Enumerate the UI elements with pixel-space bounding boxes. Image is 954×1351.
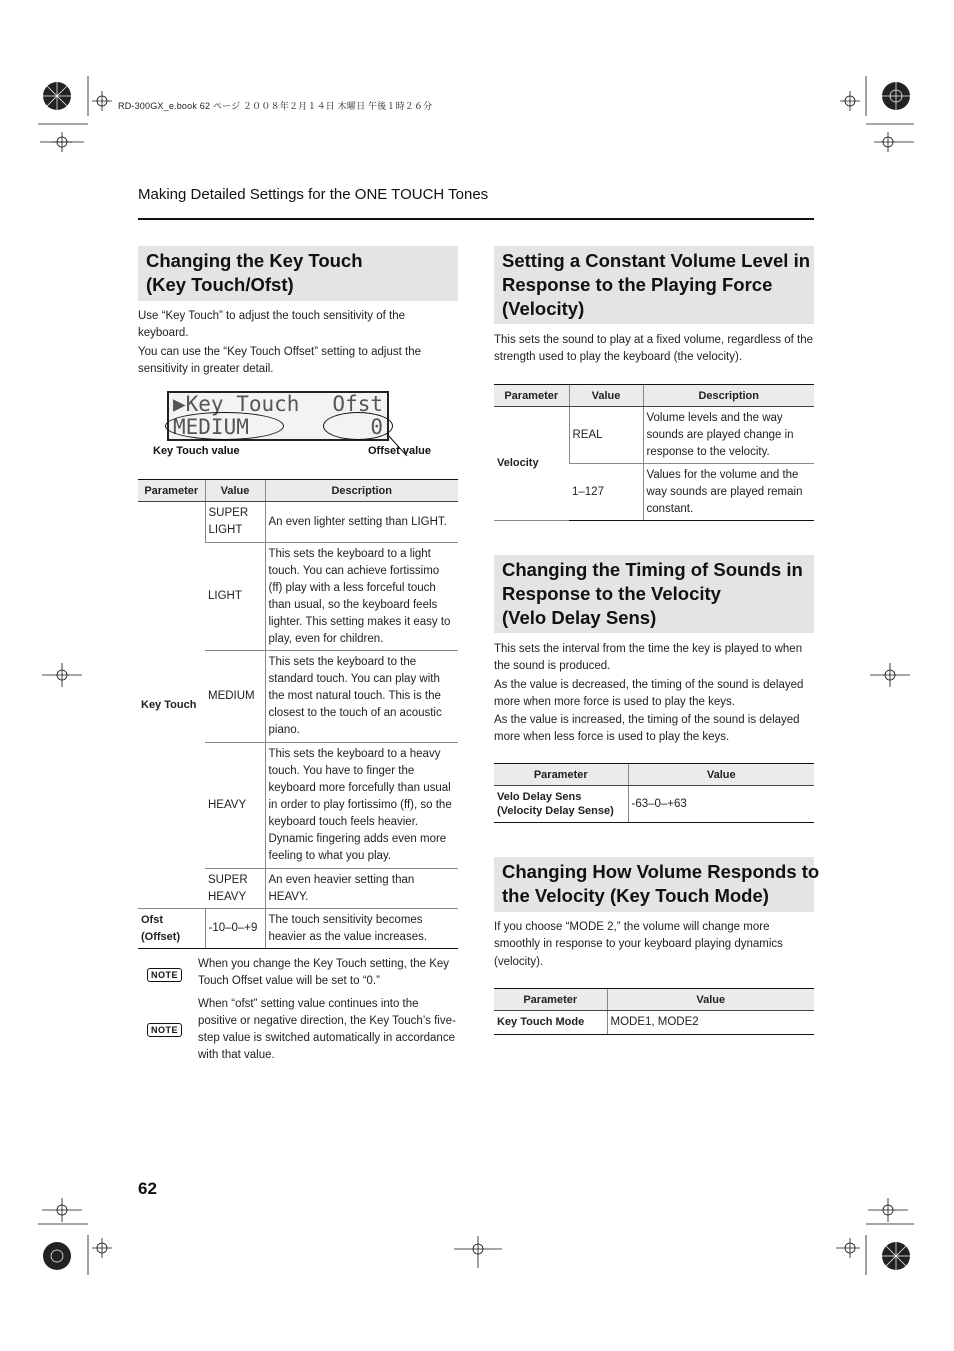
column-header: Parameter: [494, 385, 569, 407]
parameter-ofst: Ofst (Offset): [138, 909, 205, 949]
value-cell: REAL: [569, 407, 643, 464]
description-cell: An even heavier setting than HEAVY.: [265, 869, 458, 909]
description-cell: This sets the keyboard to the standard touch. You can play with the most natural touch. This is the closest to the touch of an acoustic piano.: [265, 651, 458, 743]
touch-mode-heading: Changing How Volume Responds to the Velocity (Key Touch Mode): [494, 857, 814, 912]
touch-mode-intro: If you choose “MODE 2,” the volume will change more smoothly in response to your keyboard playing dynamics (velocity).: [494, 921, 783, 968]
table-row: [494, 1011, 814, 1035]
parameter-key-touch-mode: Key Touch Mode: [494, 1011, 607, 1035]
registration-mark-right-middle: [868, 660, 912, 690]
registration-mark-top-right: [818, 66, 918, 176]
column-header: Description: [265, 480, 458, 502]
velo-delay-intro: This sets the interval from the time the key is played to when the sound is produced. As the value is decreased, the timing of the sound is delayed more when more force is used to play the keys. As the value is increased, the timing of the sound is delayed more when less force is used to play the keys.: [494, 643, 804, 744]
column-header: Value: [569, 385, 643, 407]
running-header: Making Detailed Settings for the ONE TOUCH Tones: [138, 186, 489, 203]
value-cell: 1–127: [569, 464, 643, 521]
key-touch-table: [138, 479, 458, 949]
velocity-intro: This sets the sound to play at a fixed volume, regardless of the strength used to play the keyboard (the velocity).: [494, 334, 813, 364]
parameter-velo-delay-sens: Velo Delay Sens (Velocity Delay Sense): [494, 786, 628, 823]
value-cell: SUPER HEAVY: [205, 869, 265, 909]
description-cell: This sets the keyboard to a heavy touch. You have to finger the keyboard more forcefully than usual in order to play fortissimo (ff), so the keyboard touch feels heavier. Dynamic fingering adds even more feeling to what you play.: [265, 743, 458, 869]
lcd-key-touch-value: MEDIUM: [173, 415, 249, 439]
parameter-velocity: Velocity: [494, 407, 569, 521]
note-text: When “ofst” setting value continues into the positive or negative direction, the Key Touch’s five-step value is switched automatically in accordance with that value.: [198, 998, 456, 1061]
velo-delay-table: [494, 763, 814, 823]
table-header-row: [494, 764, 814, 786]
parameter-key-touch: Key Touch: [138, 502, 205, 909]
table-row: [494, 407, 814, 464]
column-header: Value: [205, 480, 265, 502]
table-header-row: [494, 989, 814, 1011]
touch-mode-table: [494, 988, 814, 1035]
value-cell: HEAVY: [205, 743, 265, 869]
print-identifier: RD-300GX_e.book 62 ページ ２００８年２月１４日 木曜日 午後１時２６分: [118, 101, 433, 111]
lcd-offset-value: 0: [370, 415, 383, 439]
table-header-row: [138, 480, 458, 502]
page-number: 62: [138, 1179, 157, 1198]
key-touch-value-highlight: [165, 412, 284, 440]
header-rule: [138, 218, 814, 220]
offset-value-highlight: [323, 412, 393, 440]
description-cell: Values for the volume and the way sounds are played remain constant.: [643, 464, 814, 521]
description-cell: This sets the keyboard to a light touch. You can achieve fortissimo (ff) play with a less forceful touch than usual, so the keyboard feels lighter. This setting makes it easy to play, even for children.: [265, 543, 458, 651]
note-text: When you change the Key Touch setting, the Key Touch Offset value will be set to “0.”: [198, 958, 450, 987]
registration-mark-bottom-right: [818, 1190, 918, 1300]
value-cell: -63–0–+63: [628, 786, 814, 823]
description-cell: An even lighter setting than LIGHT.: [265, 502, 458, 543]
velo-delay-heading: Changing the Timing of Sounds in Response to the Velocity (Velo Delay Sens): [494, 555, 814, 633]
table-header-row: [494, 385, 814, 407]
value-cell: SUPER LIGHT: [205, 502, 265, 543]
registration-mark-bottom-left: [30, 1190, 120, 1300]
column-header: Parameter: [138, 480, 205, 502]
offset-value-label: Offset value: [368, 445, 431, 457]
description-cell: Volume levels and the way sounds are played change in response to the velocity.: [643, 407, 814, 464]
column-header: Value: [628, 764, 814, 786]
lcd-key-touch-label: ▶Key Touch: [173, 392, 300, 416]
value-cell: -10–0–+9: [205, 909, 265, 949]
note-icon: NOTE: [147, 968, 182, 982]
registration-mark-top-left: [30, 66, 120, 176]
column-header: Value: [607, 989, 814, 1011]
note-icon: NOTE: [147, 1023, 182, 1037]
key-touch-value-label: Key Touch value: [153, 445, 240, 457]
value-cell: MEDIUM: [205, 651, 265, 743]
table-row: [494, 786, 814, 823]
column-header: Description: [643, 385, 814, 407]
velocity-heading: Setting a Constant Volume Level in Response to the Playing Force (Velocity): [494, 246, 814, 324]
lcd-ofst-label: Ofst: [332, 392, 383, 416]
velocity-table: [494, 384, 814, 521]
value-cell: MODE1, MODE2: [607, 1011, 814, 1035]
table-row: [138, 502, 458, 543]
column-header: Parameter: [494, 764, 628, 786]
registration-mark-left-middle: [40, 660, 84, 690]
key-touch-heading: Changing the Key Touch (Key Touch/Ofst): [138, 246, 458, 301]
column-header: Parameter: [494, 989, 607, 1011]
table-row: [138, 909, 458, 949]
registration-mark-bottom-center: [450, 1234, 506, 1270]
key-touch-intro: Use “Key Touch” to adjust the touch sensitivity of the keyboard. You can use the “Key Touch Offset” setting to adjust the sensitivity in greater detail.: [138, 310, 421, 375]
value-cell: LIGHT: [205, 543, 265, 651]
description-cell: The touch sensitivity becomes heavier as the value increases.: [265, 909, 458, 949]
